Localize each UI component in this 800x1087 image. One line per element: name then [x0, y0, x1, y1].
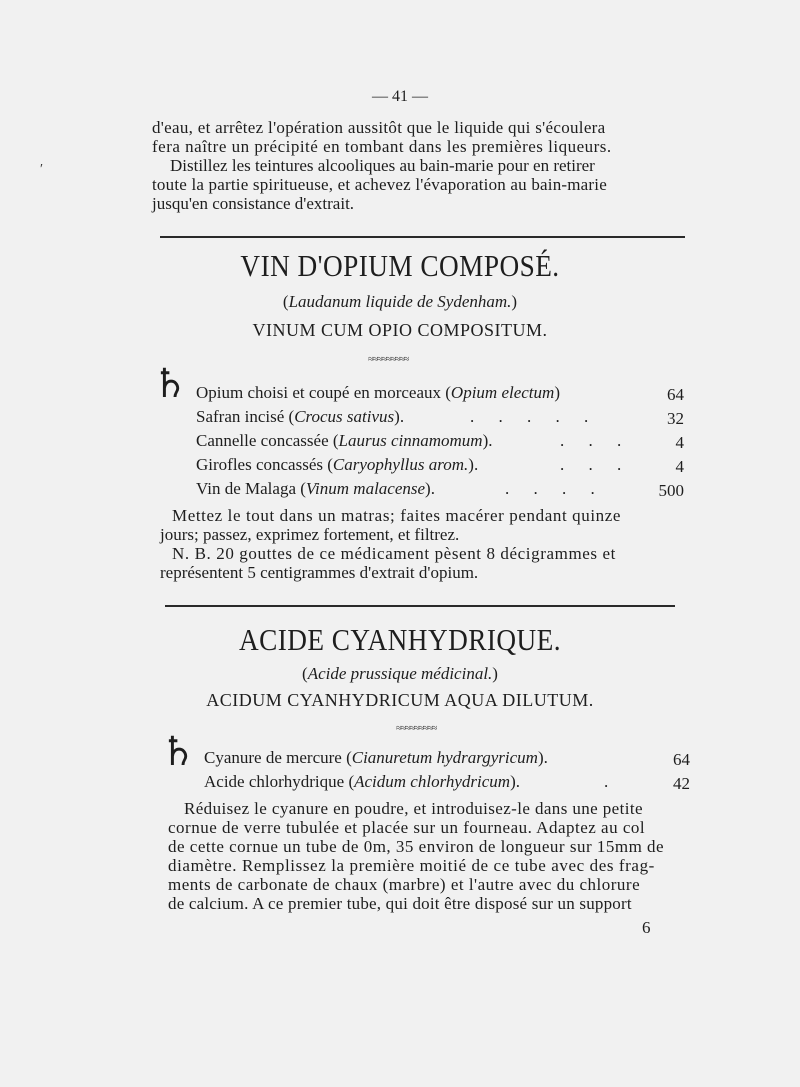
page-number: — 41 —: [372, 88, 428, 105]
body-line: de calcium. A ce premier tube, qui doit être disposé sur un support: [168, 894, 632, 913]
ingredient-quantity: 500: [658, 481, 684, 500]
ingredient-quantity: 32: [667, 409, 684, 428]
recipe-symbol-icon: ♄: [152, 360, 188, 407]
ingredient-line: Acide chlorhydrique (Acidum chlorhydricum).: [204, 772, 521, 791]
body-line: Réduisez le cyanure en poudre, et introduisez-le dans une petite: [184, 799, 643, 818]
note-line: représentent 5 centigrammes d'extrait d'opium.: [160, 563, 479, 582]
section-synonym: (Laudanum liquide de Sydenham.): [282, 292, 518, 311]
ingredient-line: Vin de Malaga (Vinum malacense).: [196, 479, 435, 498]
ingredient-line: Girofles concassés (Caryophyllus arom.).: [196, 455, 479, 474]
signature-mark: 6: [642, 918, 651, 937]
leader-dots: . . .: [560, 455, 632, 474]
section-divider: [165, 605, 675, 607]
ingredient-line: Opium choisi et coupé en morceaux (Opium electum): [196, 383, 560, 402]
section-synonym: (Acide prussique médicinal.): [302, 664, 498, 683]
ornament: ≈≈≈≈≈≈≈≈≈: [368, 354, 409, 365]
ingredient-line: Safran incisé (Crocus sativus).: [196, 407, 405, 426]
section-latin-name: ACIDUM CYANHYDRICUM AQUA DILUTUM.: [206, 690, 594, 710]
preparation-instructions: [160, 506, 621, 582]
section-title-acide-cyanhydrique: ACIDE CYANHYDRIQUE.: [238, 622, 562, 657]
intro-line: toute la partie spiritueuse, et achevez l'évaporation au bain-marie: [152, 175, 607, 194]
ingredient-quantity: 4: [675, 457, 684, 476]
ornament: ≈≈≈≈≈≈≈≈≈: [396, 723, 437, 734]
intro-line: Distillez les teintures alcooliques au bain-marie pour en retirer: [170, 156, 595, 175]
section-latin-name: VINUM CUM OPIO COMPOSITUM.: [252, 320, 548, 340]
intro-line: d'eau, et arrêtez l'opération aussitôt que le liquide qui s'écoulera: [152, 118, 606, 137]
intro-paragraph: [152, 118, 692, 213]
preparation-body: [168, 799, 664, 913]
leader-dots: . . . . .: [470, 407, 599, 426]
leader-dots: . . .: [560, 431, 632, 450]
ingredient-quantity: 64: [673, 750, 690, 769]
ingredient-quantity: 4: [675, 433, 684, 452]
section-divider: [160, 236, 685, 238]
instruction-line: Mettez le tout dans un matras; faites macérer pendant quinze: [172, 506, 622, 525]
ingredient-quantity: 42: [673, 774, 690, 793]
recipe-symbol-icon: ♄: [160, 728, 196, 775]
leader-dots: . . . .: [505, 479, 605, 498]
body-line: ments de carbonate de chaux (marbre) et l'autre avec du chlorure: [168, 875, 641, 894]
note-line: N. B. 20 gouttes de ce médicament pèsent 8 décigrammes et: [172, 544, 616, 563]
ingredient-line: Cannelle concassée (Laurus cinnamomum).: [196, 431, 493, 450]
instruction-line: jours; passez, exprimez fortement, et filtrez.: [160, 525, 460, 544]
intro-line: jusqu'en consistance d'extrait.: [152, 194, 355, 213]
leader-dots: .: [604, 772, 619, 791]
body-line: diamètre. Remplissez la première moitié de ce tube avec des frag-: [168, 856, 655, 875]
ingredient-line: Cyanure de mercure (Cianuretum hydrargyricum).: [204, 748, 548, 767]
intro-line: fera naître un précipité en tombant dans les premières liqueurs.: [152, 137, 612, 156]
body-line: cornue de verre tubulée et placée sur un fourneau. Adaptez au col: [168, 818, 646, 837]
body-line: de cette cornue un tube de 0m, 35 environ de longueur sur 15mm de: [168, 837, 665, 856]
margin-mark: ′: [40, 162, 44, 177]
ingredient-quantity: 64: [667, 385, 684, 404]
section-title-vin-opium: VIN D'OPIUM COMPOSÉ.: [240, 248, 560, 283]
